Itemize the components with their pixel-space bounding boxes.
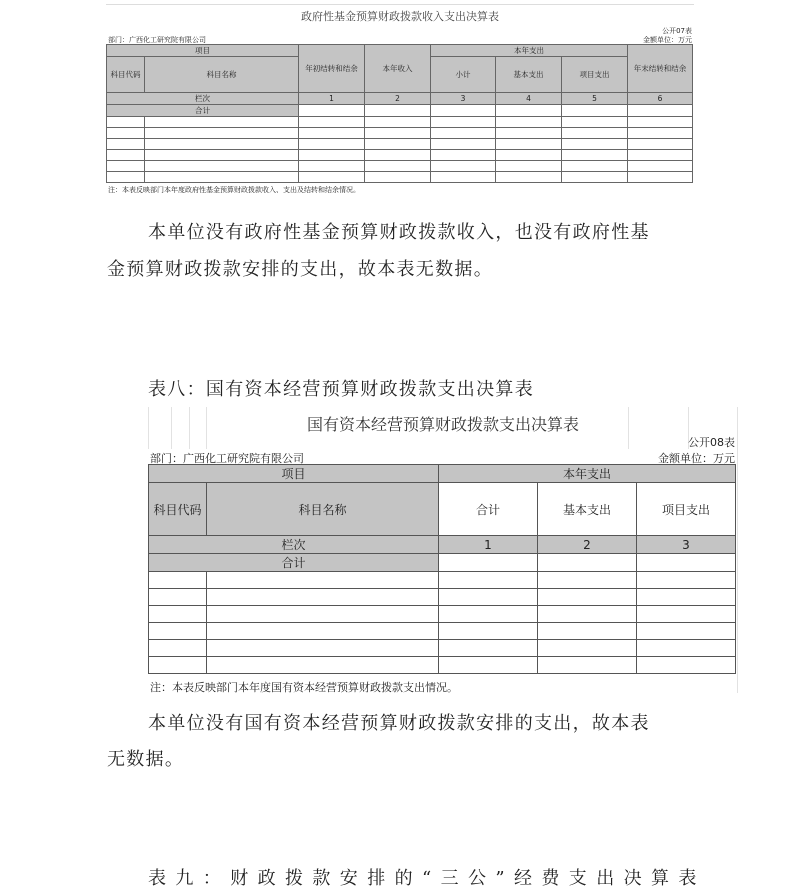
table8-block: [148, 407, 738, 693]
table-cell: [628, 105, 693, 117]
table7-header-basic: 基本支出: [496, 57, 562, 93]
table-cell: [365, 105, 431, 117]
table8-header-project: 项目支出: [637, 483, 736, 536]
paragraph2-line1: 本单位没有国有资本经营预算财政拨款安排的支出，故本表: [148, 713, 650, 734]
table7-header-subtotal: 小计: [431, 57, 496, 93]
table-row: [107, 172, 693, 183]
table7-dept: 部门：广西化工研究院有限公司: [108, 36, 206, 44]
table7-header-code: 科目代码: [107, 57, 145, 93]
table8-heading: 表八：国有资本经营预算财政拨款支出决算表: [148, 379, 534, 400]
table-row: [107, 161, 693, 172]
table-row: [149, 657, 736, 674]
table7-unit: 金额单位：万元: [643, 36, 692, 44]
table-row: [149, 623, 736, 640]
table8-header-item: 项目: [149, 465, 439, 483]
table8-header-basic: 基本支出: [538, 483, 637, 536]
table9-heading: 表九：财政拨款安排的“三公”经费支出决算表: [148, 868, 706, 889]
table-row: [149, 640, 736, 657]
table8-total-label: 合计: [149, 554, 439, 572]
paragraph1-line2: 金预算财政拨款安排的支出，故本表无数据。: [107, 259, 493, 280]
table-row: [149, 589, 736, 606]
table-row: [149, 606, 736, 623]
paragraph1-line1: 本单位没有政府性基金预算财政拨款收入，也没有政府性基: [148, 222, 650, 243]
table8-code: 公开08表: [688, 436, 735, 449]
table8-title: 国有资本经营预算财政拨款支出决算表: [306, 415, 579, 434]
table8-unit: 金额单位：万元: [658, 452, 735, 465]
table7-col-num: 2: [365, 93, 431, 105]
table7-header-expense: 本年支出: [431, 45, 628, 57]
table-row: [107, 150, 693, 161]
table-row: [107, 139, 693, 150]
table7-col-num: 4: [496, 93, 562, 105]
table7-header-income: 本年收入: [365, 45, 431, 93]
table7-note: 注：本表反映部门本年度政府性基金预算财政拨款收入、支出及结转和结余情况。: [108, 186, 360, 194]
table8-header-total: 合计: [439, 483, 538, 536]
table7-col-num: 6: [628, 93, 693, 105]
table8-col-label: 栏次: [149, 536, 439, 554]
table8-col-num: 2: [538, 536, 637, 554]
table-cell: [538, 554, 637, 572]
table8-col-num: 3: [637, 536, 736, 554]
table7-title: 政府性基金预算财政拨款收入支出决算表: [301, 10, 499, 23]
sheet-gridline: [106, 4, 694, 5]
paragraph2-line2: 无数据。: [107, 749, 185, 770]
table-cell: [562, 105, 628, 117]
sheet-gridline: [737, 407, 738, 693]
table7-col-label: 栏次: [107, 93, 299, 105]
table7-header-name: 科目名称: [145, 57, 299, 93]
table7-col-num: 3: [431, 93, 496, 105]
table7-grid: [106, 44, 693, 183]
table8-header-expense: 本年支出: [439, 465, 736, 483]
table8-note: 注：本表反映部门本年度国有资本经营预算财政拨款支出情况。: [150, 681, 458, 694]
table-cell: [439, 554, 538, 572]
table7-header-end: 年末结转和结余: [628, 45, 693, 93]
table-cell: [637, 554, 736, 572]
table7-code: 公开07表: [662, 27, 692, 35]
table7-total-label: 合计: [107, 105, 299, 117]
table7-header-item: 项目: [107, 45, 299, 57]
table-cell: [496, 105, 562, 117]
table8-header-name: 科目名称: [207, 483, 439, 536]
table7-header-project: 项目支出: [562, 57, 628, 93]
table8-dept: 部门：广西化工研究院有限公司: [150, 452, 304, 465]
table-cell: [299, 105, 365, 117]
table-row: [107, 128, 693, 139]
table7-col-num: 1: [299, 93, 365, 105]
table-row: [149, 572, 736, 589]
table-row: [107, 117, 693, 128]
table8-grid: [148, 464, 736, 674]
table7-block: [106, 4, 694, 196]
table7-col-num: 5: [562, 93, 628, 105]
table8-header-code: 科目代码: [149, 483, 207, 536]
table-cell: [431, 105, 496, 117]
table7-header-begin: 年初结转和结余: [299, 45, 365, 93]
table8-col-num: 1: [439, 536, 538, 554]
